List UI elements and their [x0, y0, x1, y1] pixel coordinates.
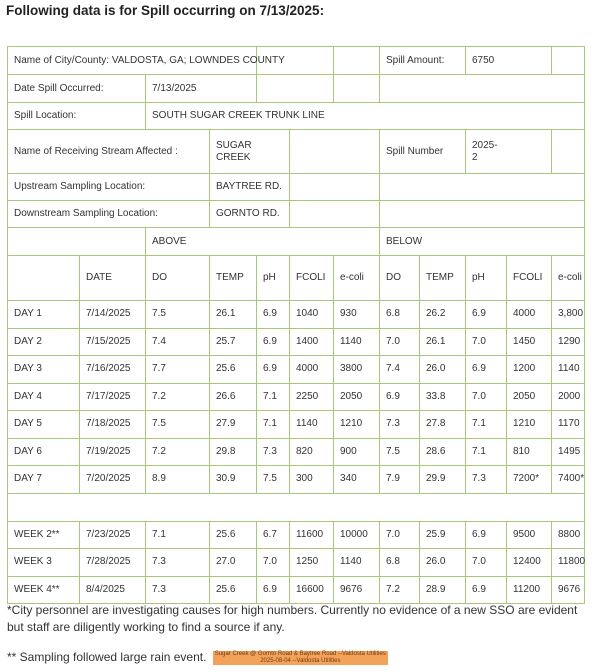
header-above-fcoli: FCOLI [290, 256, 334, 301]
cell-b-temp: 28.6 [420, 438, 466, 466]
cell-date: 7/20/2025 [80, 466, 146, 494]
cell-day: WEEK 3 [8, 549, 80, 577]
cell-a-do: 7.3 [146, 549, 210, 577]
cell-a-ecoli: 340 [334, 466, 380, 494]
cell-day: WEEK 2** [8, 521, 80, 549]
cell-b-temp: 26.0 [420, 356, 466, 384]
cell-day: DAY 6 [8, 438, 80, 466]
header-below-fcoli: FCOLI [507, 256, 552, 301]
city-label: Name of City/County: VALDOSTA, GA; LOWNDES COUNTY [8, 47, 257, 75]
cell-a-do: 7.4 [146, 328, 210, 356]
cell-b-ecoli: 1495 [552, 438, 585, 466]
header-below-do: DO [380, 256, 420, 301]
cell-a-ph: 6.9 [257, 576, 290, 604]
cell-a-fcoli: 300 [290, 466, 334, 494]
cell-b-do: 7.9 [380, 466, 420, 494]
location-value: SOUTH SUGAR CREEK TRUNK LINE [146, 103, 585, 130]
table-row [8, 438, 585, 466]
stream-value-line-1: SUGAR [216, 139, 252, 151]
cell-a-temp: 26.1 [210, 301, 257, 329]
table-row [8, 549, 585, 577]
cell-a-fcoli: 1400 [290, 328, 334, 356]
cell-a-ecoli: 3800 [334, 356, 380, 384]
cell-b-temp: 26.2 [420, 301, 466, 329]
cell-b-fcoli: 12400 [507, 549, 552, 577]
table-row [8, 328, 585, 356]
cell-b-do: 7.4 [380, 356, 420, 384]
header-date: DATE [80, 256, 146, 301]
cell-b-ph: 6.9 [466, 521, 507, 549]
cell-b-ph: 7.1 [466, 438, 507, 466]
cell-b-ph: 6.9 [466, 301, 507, 329]
cell-a-ph: 7.1 [257, 383, 290, 411]
cell-b-ph: 7.3 [466, 466, 507, 494]
cell-day: DAY 4 [8, 383, 80, 411]
cell-b-temp: 26.0 [420, 549, 466, 577]
page-heading: Following data is for Spill occurring on 7/13/2025: [6, 3, 325, 18]
cell-b-ecoli: 3,800 [552, 301, 585, 329]
cell-a-ecoli: 930 [334, 301, 380, 329]
cell-a-ecoli: 1140 [334, 549, 380, 577]
cell-b-do: 6.8 [380, 549, 420, 577]
spill-data-table [7, 46, 585, 604]
cell-b-ecoli: 2000 [552, 383, 585, 411]
cell-date: 7/19/2025 [80, 438, 146, 466]
cell-a-temp: 26.6 [210, 383, 257, 411]
cell-b-fcoli: 1450 [507, 328, 552, 356]
table-row [8, 411, 585, 439]
cell-b-ph: 7.1 [466, 411, 507, 439]
cell-b-do: 7.3 [380, 411, 420, 439]
stream-value [210, 130, 290, 174]
table-row [8, 576, 585, 604]
cell-date: 7/18/2025 [80, 411, 146, 439]
cell-a-ph: 7.1 [257, 411, 290, 439]
cell-b-fcoli: 7200* [507, 466, 552, 494]
spill-amount-value: 6750 [466, 47, 552, 75]
cell-b-ecoli: 9676 [552, 576, 585, 604]
cell-b-do: 6.9 [380, 383, 420, 411]
cell-a-do: 7.5 [146, 301, 210, 329]
cell-a-fcoli: 820 [290, 438, 334, 466]
cell-b-fcoli: 810 [507, 438, 552, 466]
table-row [8, 301, 585, 329]
table-row [8, 521, 585, 549]
header-above-ecoli: e-coli [334, 256, 380, 301]
cell-a-fcoli: 1140 [290, 411, 334, 439]
upstream-label: Upstream Sampling Location: [8, 174, 210, 201]
cell-b-ph: 7.0 [466, 383, 507, 411]
table-row [8, 466, 585, 494]
spill-number-label: Spill Number [380, 130, 466, 174]
cell-a-fcoli: 2250 [290, 383, 334, 411]
cell-b-do: 7.5 [380, 438, 420, 466]
cell-a-temp: 27.0 [210, 549, 257, 577]
cell-a-ecoli: 1210 [334, 411, 380, 439]
cell-b-do: 6.8 [380, 301, 420, 329]
cell-b-fcoli: 1210 [507, 411, 552, 439]
cell-a-ecoli: 10000 [334, 521, 380, 549]
cell-day: DAY 2 [8, 328, 80, 356]
cell-a-do: 7.1 [146, 521, 210, 549]
cell-a-fcoli: 4000 [290, 356, 334, 384]
cell-b-ecoli: 7400* [552, 466, 585, 494]
stream-label: Name of Receiving Stream Affected : [8, 130, 210, 174]
cell-day: WEEK 4** [8, 576, 80, 604]
cell-b-temp: 25.9 [420, 521, 466, 549]
cell-a-ecoli: 2050 [334, 383, 380, 411]
info-row-stream [8, 130, 585, 174]
cell-day: DAY 3 [8, 356, 80, 384]
info-row-city [8, 47, 585, 75]
cell-b-do: 7.0 [380, 328, 420, 356]
date-value: 7/13/2025 [146, 75, 257, 103]
cell-b-ph: 7.0 [466, 549, 507, 577]
cell-b-do: 7.0 [380, 521, 420, 549]
header-above-do: DO [146, 256, 210, 301]
cell-b-temp: 26.1 [420, 328, 466, 356]
cell-b-do: 7.2 [380, 576, 420, 604]
stamp-line-2: 2025-08-04 --Valdosta Utilities [260, 657, 341, 664]
cell-b-fcoli: 4000 [507, 301, 552, 329]
cell-b-fcoli: 9500 [507, 521, 552, 549]
info-row-date [8, 75, 585, 103]
cell-a-temp: 25.6 [210, 356, 257, 384]
cell-date: 7/15/2025 [80, 328, 146, 356]
cell-day: DAY 1 [8, 301, 80, 329]
column-header-row [8, 256, 585, 301]
date-label: Date Spill Occurred: [8, 75, 146, 103]
cell-a-temp: 30.9 [210, 466, 257, 494]
cell-date: 7/17/2025 [80, 383, 146, 411]
cell-a-do: 7.3 [146, 576, 210, 604]
cell-b-ecoli: 1140 [552, 356, 585, 384]
cell-a-ph: 6.9 [257, 356, 290, 384]
cell-a-fcoli: 1250 [290, 549, 334, 577]
cell-a-do: 7.5 [146, 411, 210, 439]
above-group-label: ABOVE [146, 228, 380, 256]
location-label: Spill Location: [8, 103, 146, 130]
cell-a-ph: 6.9 [257, 301, 290, 329]
spill-amount-label: Spill Amount: [380, 47, 466, 75]
stamp-line-1: Sugar Creek @ Gornto Road & Baytree Road --Valdosta Utilities [214, 650, 386, 657]
cell-a-temp: 25.6 [210, 576, 257, 604]
header-above-temp: TEMP [210, 256, 257, 301]
downstream-value: GORNTO RD. [210, 201, 290, 228]
cell-b-ecoli: 11800 [552, 549, 585, 577]
cell-a-do: 7.7 [146, 356, 210, 384]
header-below-temp: TEMP [420, 256, 466, 301]
cell-b-ecoli: 1290 [552, 328, 585, 356]
cell-b-temp: 27.8 [420, 411, 466, 439]
group-header-row [8, 228, 585, 256]
header-below-ph: pH [466, 256, 507, 301]
cell-b-temp: 28.9 [420, 576, 466, 604]
cell-a-ph: 7.5 [257, 466, 290, 494]
cell-a-do: 7.2 [146, 383, 210, 411]
cell-a-ph: 6.9 [257, 328, 290, 356]
table-row [8, 383, 585, 411]
cell-date: 7/23/2025 [80, 521, 146, 549]
photo-caption-stamp [213, 651, 388, 665]
cell-b-temp: 33.8 [420, 383, 466, 411]
info-row-upstream [8, 174, 585, 201]
cell-date: 7/16/2025 [80, 356, 146, 384]
cell-a-do: 7.2 [146, 438, 210, 466]
spacer-row [8, 493, 585, 521]
below-group-label: BELOW [380, 228, 585, 256]
spill-number-value [466, 130, 552, 174]
cell-a-temp: 25.7 [210, 328, 257, 356]
footnote-rain-text: ** Sampling followed large rain event. [7, 650, 207, 664]
downstream-label: Downstream Sampling Location: [8, 201, 210, 228]
cell-a-temp: 27.9 [210, 411, 257, 439]
cell-date: 7/28/2025 [80, 549, 146, 577]
cell-a-ecoli: 900 [334, 438, 380, 466]
cell-a-ph: 7.3 [257, 438, 290, 466]
footnote-investigation: *City personnel are investigating causes for high numbers. Currently no evidence of a new SSO are evident but staff are diligently working to find a source if any. [7, 603, 578, 634]
cell-day: DAY 7 [8, 466, 80, 494]
cell-b-ph: 6.9 [466, 356, 507, 384]
cell-b-ph: 7.0 [466, 328, 507, 356]
cell-a-fcoli: 1040 [290, 301, 334, 329]
cell-a-fcoli: 11600 [290, 521, 334, 549]
cell-day: DAY 5 [8, 411, 80, 439]
header-below-ecoli: e-coli [552, 256, 585, 301]
cell-a-ph: 6.7 [257, 521, 290, 549]
upstream-value: BAYTREE RD. [210, 174, 290, 201]
info-row-location [8, 103, 585, 130]
cell-b-fcoli: 11200 [507, 576, 552, 604]
table-row [8, 356, 585, 384]
cell-b-fcoli: 1200 [507, 356, 552, 384]
cell-a-ecoli: 1140 [334, 328, 380, 356]
cell-a-temp: 29.8 [210, 438, 257, 466]
cell-date: 8/4/2025 [80, 576, 146, 604]
info-row-downstream [8, 201, 585, 228]
header-above-ph: pH [257, 256, 290, 301]
cell-a-temp: 25.6 [210, 521, 257, 549]
cell-b-ecoli: 1170 [552, 411, 585, 439]
stream-value-line-2: CREEK [216, 151, 251, 163]
cell-b-fcoli: 2050 [507, 383, 552, 411]
spill-number-line-1: 2025- [472, 139, 498, 151]
cell-a-ecoli: 9676 [334, 576, 380, 604]
cell-date: 7/14/2025 [80, 301, 146, 329]
cell-a-fcoli: 16600 [290, 576, 334, 604]
cell-a-ph: 7.0 [257, 549, 290, 577]
cell-b-ph: 6.9 [466, 576, 507, 604]
footnote-rain-event [7, 650, 388, 665]
cell-b-ecoli: 8800 [552, 521, 585, 549]
cell-b-temp: 29.9 [420, 466, 466, 494]
spill-number-line-2: 2 [472, 151, 478, 163]
cell-a-do: 8.9 [146, 466, 210, 494]
